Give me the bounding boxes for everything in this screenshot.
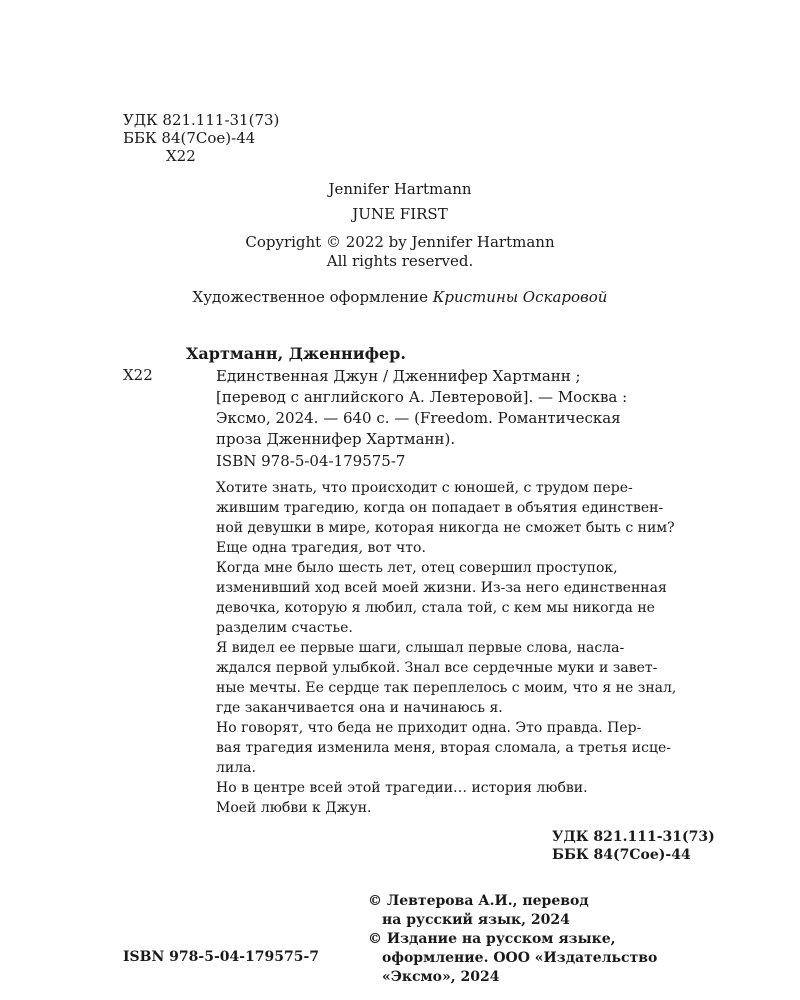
annotation-line: Но говорят, что беда не приходит одна. Это правда. Пер-: [216, 720, 642, 736]
design-credit-prefix: Художественное оформление: [192, 288, 433, 306]
biblio-author: Хартманн, Дженнифер.: [186, 344, 406, 363]
annotation-line: Хотите знать, что происходит с юношей, с трудом пере-: [216, 480, 633, 496]
bottom-udk: УДК 821.111-31(73): [552, 829, 715, 845]
original-author: Jennifer Hartmann: [328, 180, 472, 198]
original-copyright: Copyright © 2022 by Jennifer Hartmann: [245, 233, 555, 251]
copyright-line: © Левтерова А.И., перевод: [368, 893, 589, 909]
annotation-line: Я видел ее первые шаги, слышал первые слова, насла-: [216, 640, 625, 656]
bottom-bbk: ББК 84(7Сое)-44: [552, 847, 691, 863]
design-credit-artist: Кристины Оскаровой: [432, 288, 608, 306]
copyright-line: на русский язык, 2024: [382, 912, 570, 928]
author-mark: Х22: [166, 147, 196, 165]
annotation-line: Моей любви к Джун.: [216, 800, 372, 816]
biblio-line: [перевод с английского А. Левтеровой]. — Москва :: [216, 388, 628, 406]
annotation-line: изменивший ход всей моей жизни. Из-за него единственная: [216, 580, 667, 596]
annotation-line: лила.: [216, 760, 256, 776]
design-credit: [0, 288, 800, 306]
copyright-line: «Эксмо», 2024: [382, 969, 500, 985]
original-rights: All rights reserved.: [326, 252, 474, 270]
annotation-line: разделим счастье.: [216, 620, 353, 636]
annotation-line: Когда мне было шесть лет, отец совершил проступок,: [216, 560, 618, 576]
biblio-description: [216, 366, 716, 450]
annotation-line: Но в центре всей этой трагедии… история любви.: [216, 780, 588, 796]
original-title: JUNE FIRST: [352, 205, 448, 223]
biblio-isbn: ISBN 978-5-04-179575-7: [216, 452, 406, 470]
copyright-line: © Издание на русском языке,: [368, 931, 616, 947]
annotation-line: жившим трагедию, когда он попадает в объятия единствен-: [216, 500, 664, 516]
biblio-line: Единственная Джун / Дженнифер Хартманн ;: [216, 367, 581, 385]
copyright-edition: [368, 930, 657, 987]
bottom-classification: [552, 828, 715, 864]
annotation-line: Еще одна трагедия, вот что.: [216, 540, 426, 556]
copyright-notices: [368, 892, 657, 987]
copyright-translation: [368, 892, 657, 930]
annotation-line: вая трагедия изменила меня, вторая сломала, а третья исце-: [216, 740, 671, 756]
biblio-code: Х22: [123, 366, 153, 384]
udk-code: УДК 821.111-31(73): [123, 111, 280, 129]
annotation: [216, 478, 712, 818]
annotation-line: девочка, которую я любил, стала той, с кем мы никогда не: [216, 600, 655, 616]
annotation-line: ные мечты. Ее сердце так переплелось с моим, что я не знал,: [216, 680, 677, 696]
copyright-line: оформление. ООО «Издательство: [382, 950, 658, 966]
bottom-isbn: ISBN 978-5-04-179575-7: [123, 949, 320, 965]
biblio-line: проза Дженнифер Хартманн).: [216, 430, 456, 448]
annotation-line: где заканчивается она и начинаюсь я.: [216, 700, 503, 716]
classification-block: [123, 111, 279, 165]
bbk-code: ББК 84(7Сое)-44: [123, 129, 256, 147]
annotation-line: ждался первой улыбкой. Знал все сердечные муки и завет-: [216, 660, 658, 676]
biblio-line: Эксмо, 2024. — 640 с. — (Freedom. Романтическая: [216, 409, 621, 427]
annotation-line: ной девушки в мире, которая никогда не сможет быть с ним?: [216, 520, 675, 536]
